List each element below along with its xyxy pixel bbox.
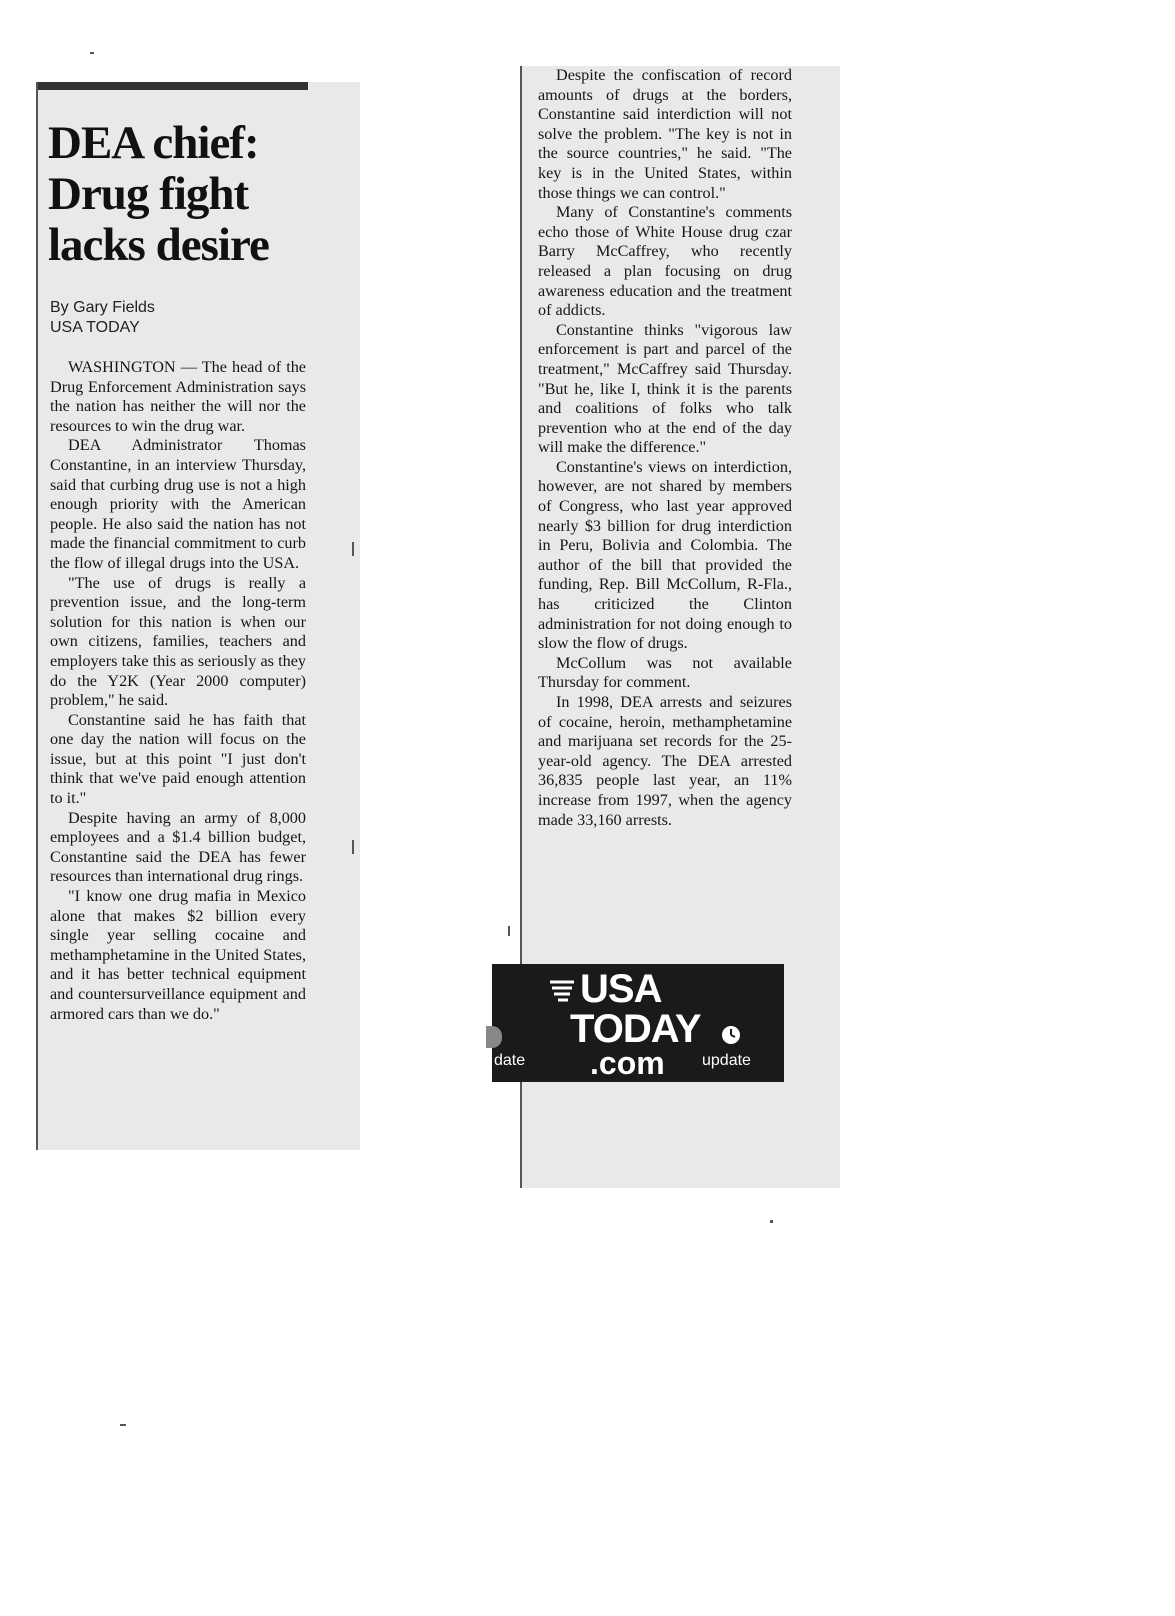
headline-line-2: Drug fight	[48, 168, 249, 220]
byline-outlet: USA TODAY	[50, 319, 140, 336]
article-column-left	[50, 358, 306, 1024]
paragraph: McCollum was not available Thursday for comment.	[538, 653, 792, 692]
headline	[48, 118, 348, 271]
usa-today-com-logo	[492, 964, 784, 1082]
byline	[50, 298, 330, 338]
paragraph: Constantine thinks "vigorous law enforcement is part and parcel of the treatment," McCaffrey said Thursday. "But he, like I, think it is the parents and coalitions of folks who talk prevention who at the end of the day will make the difference."	[538, 320, 792, 457]
paragraph: Despite having an army of 8,000 employees and a $1.4 billion budget, Constantine said the DEA has fewer resources than international drug rings.	[50, 808, 306, 886]
paragraph: In 1998, DEA arrests and seizures of cocaine, heroin, methamphetamine and marijuana set records for the 25-year-old agency. The DEA arrested 36,835 people last year, an 11% increase from 1997, when the agency made 33,160 arrests.	[538, 693, 792, 829]
logo-today-text: TODAY	[570, 1007, 701, 1051]
paragraph: WASHINGTON — The head of the Drug Enforcement Administration says the nation has neither the will nor the resources to win the drug war.	[50, 358, 306, 435]
globe-icon	[486, 1026, 502, 1048]
paragraph: Constantine said he has faith that one day the nation will focus on the issue, but at this point "I just don't think that we've paid enough attention to it."	[50, 710, 306, 808]
headline-line-3: lacks desire	[48, 219, 269, 271]
paragraph: "The use of drugs is really a prevention issue, and the long-term solution for this nation is when our own citizens, families, teachers and employers take this as seriously as they do the Y2K (Year 2000 computer) problem," he said.	[50, 573, 306, 710]
headline-line-1: DEA chief:	[48, 117, 259, 169]
logo-right-caption: update	[702, 1052, 751, 1069]
logo-com-text: .com	[590, 1045, 665, 1081]
paragraph: "I know one drug mafia in Mexico alone that makes $2 billion every single year selling cocaine and methamphetamine in the United States, and it has better technical equipment and countersurveillance equipment and armored cars than we do."	[50, 887, 306, 1023]
article-column-right	[538, 66, 792, 830]
paragraph: Constantine's views on interdiction, however, are not shared by members of Congress, who last year approved nearly $3 billion for drug interdiction in Peru, Bolivia and Colombia. The author of the bill that provided the funding, Rep. Bill McCollum, R-Fla., has criticized the Clinton administration for not doing enough to slow the flow of drugs.	[538, 457, 792, 653]
scan-speck	[770, 1220, 773, 1223]
paragraph: Despite the confiscation of record amounts of drugs at the borders, Constantine said interdiction will not solve the problem. "The key is not in the source countries," he said. "The key is in the United States, within those things we can control."	[538, 66, 792, 202]
logo-left-caption: date	[494, 1052, 526, 1069]
article-clipping-left	[36, 82, 360, 1150]
clock-icon	[720, 1024, 742, 1046]
scan-speck	[90, 52, 94, 54]
globe-swoosh-icon	[548, 974, 578, 1004]
scan-speck	[352, 840, 354, 854]
scan-speck	[120, 1424, 126, 1426]
article-clipping-right	[494, 66, 840, 1188]
paragraph: Many of Constantine's comments echo those of White House drug czar Barry McCaffrey, who recently released a plan focusing on drug awareness education and the treatment of addicts.	[538, 203, 792, 320]
byline-author: By Gary Fields	[50, 299, 155, 316]
top-rule	[38, 82, 308, 90]
paragraph: DEA Administrator Thomas Constantine, in an interview Thursday, said that curbing drug use is not a high enough priority with the American people. He also said the nation has not made the financial commitment to curb the flow of illegal drugs into the USA.	[50, 436, 306, 572]
logo-usa-text: USA	[580, 967, 662, 1011]
scan-speck	[352, 542, 354, 556]
scan-speck	[508, 926, 510, 936]
